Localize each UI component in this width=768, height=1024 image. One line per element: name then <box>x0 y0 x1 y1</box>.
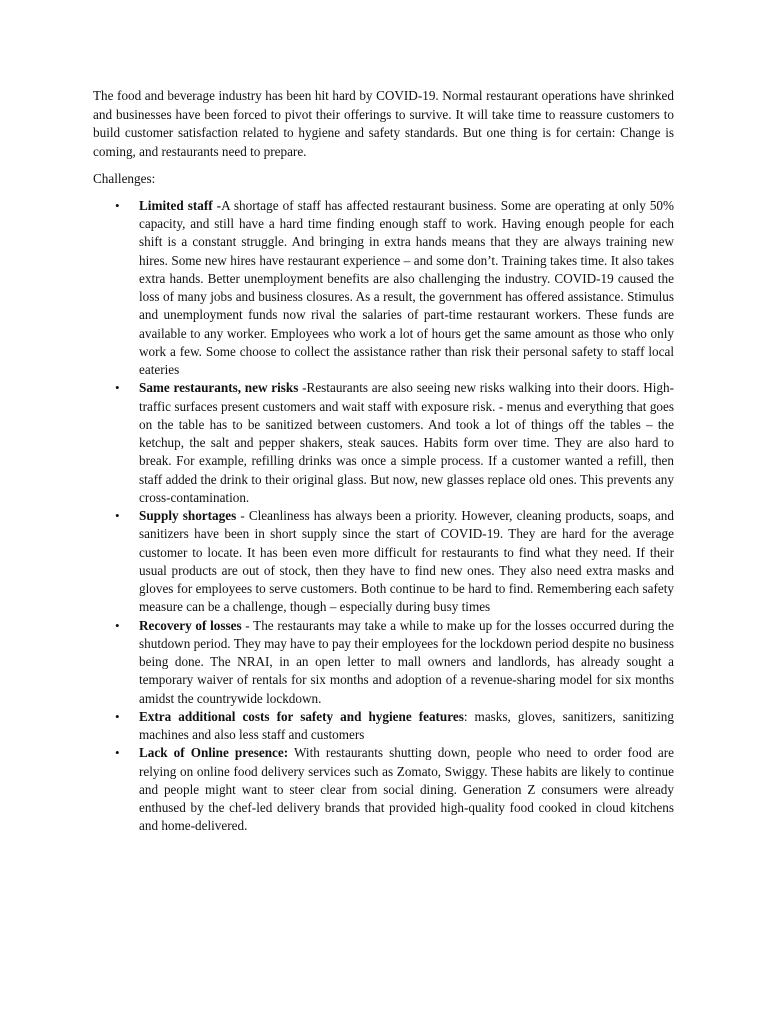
item-term: Recovery of losses <box>139 617 242 633</box>
challenges-heading: Challenges: <box>93 171 156 187</box>
list-item <box>93 197 674 380</box>
bullet-icon: • <box>115 380 120 396</box>
item-term: Limited staff - <box>139 197 222 213</box>
item-text: With restaurants shutting down, people who need to order food are relying on online food delivery services such as Zomato, Swiggy. These habits are likely to continue and people might want to steer clear from social dining. Generation Z consumers were already enthused by the chef-led delivery brands that provided high-quality food cooked in cloud kitchens and home-delivered. <box>139 745 675 834</box>
bullet-icon: • <box>115 708 120 724</box>
item-term: Same restaurants, new risks <box>139 380 299 396</box>
document-body <box>93 87 674 836</box>
item-text: A shortage of staff has affected restaurant business. Some are operating at only 50% capacity, and still have a hard time finding enough staff to work. Having enough people for each shift is a constant struggle. And bringing in extra hands means that they are always training new hires. Some new hires have restaurant experience – and some don’t. Training takes time. It also takes extra hands. Better unemployment benefits are also challenging the industry. COVID-19 caused the loss of many jobs and business closures. As a result, the government has offered assistance. Stimulus and unemployment funds now rival the salaries of part-time restaurant workers. These funds are available to any worker. Employees who work a lot of hours get the same amount as those who only work a few. Some choose to collect the assistance rather than risk their personal safety to staff local eateries <box>139 197 675 378</box>
item-term: Lack of Online presence: <box>139 745 289 761</box>
list-item <box>93 744 674 835</box>
item-text: - Cleanliness has always been a priority. However, cleaning products, soaps, and sanitizers have been in short supply since the start of COVID-19. They are hard for the average customer to locate. It has been even more difficult for restaurants to find what they need. If their usual products are out of stock, then they have to find new ones. They also need extra masks and gloves for employees to serve customers. Both continue to be hard to find. Remembering each safety measure can be a challenge, though – especially during busy times <box>139 508 674 615</box>
bullet-icon: • <box>115 617 120 633</box>
item-text: - The restaurants may take a while to make up for the losses occurred during the shutdown period. They may have to pay their employees for the lockdown period despite no business being done. The NRAI, in an open letter to mall owners and landlords, has already sought a temporary waiver of rentals for six months and adoption of a revenue-sharing model for six months amidst the countrywide lockdown. <box>139 617 674 706</box>
challenges-list <box>93 197 674 836</box>
list-item <box>93 708 674 745</box>
item-text: -Restaurants are also seeing new risks walking into their doors. High-traffic surfaces present customers and wait staff with exposure risk. - menus and everything that goes on the table has to be sanitized between customers. And took a lot of things off the tables – the ketchup, the salt and pepper shakers, steak sauces. Habits form over time. They are also hard to break. For example, refilling drinks was once a simple process. If a customer wanted a refill, then staff added the drink to their original glass. But now, new glasses replace old ones. This prevents any cross-contamination. <box>139 380 674 505</box>
item-term: Supply shortages <box>139 508 237 524</box>
list-item <box>93 379 674 507</box>
list-item <box>93 617 674 708</box>
list-item <box>93 507 674 617</box>
bullet-icon: • <box>115 745 120 761</box>
bullet-icon: • <box>115 197 120 213</box>
item-text: : masks, gloves, sanitizers, sanitizing machines and also less staff and customers <box>139 708 674 743</box>
intro-paragraph: The food and beverage industry has been hit hard by COVID-19. Normal restaurant operations have shrinked and businesses have been forced to pivot their offerings to survive. It will take time to reassure customers to build customer satisfaction related to hygiene and safety standards. But one thing is for certain: Change is coming, and restaurants need to prepare. <box>93 88 674 159</box>
bullet-icon: • <box>115 508 120 524</box>
item-term: Extra additional costs for safety and hygiene features <box>139 708 464 724</box>
